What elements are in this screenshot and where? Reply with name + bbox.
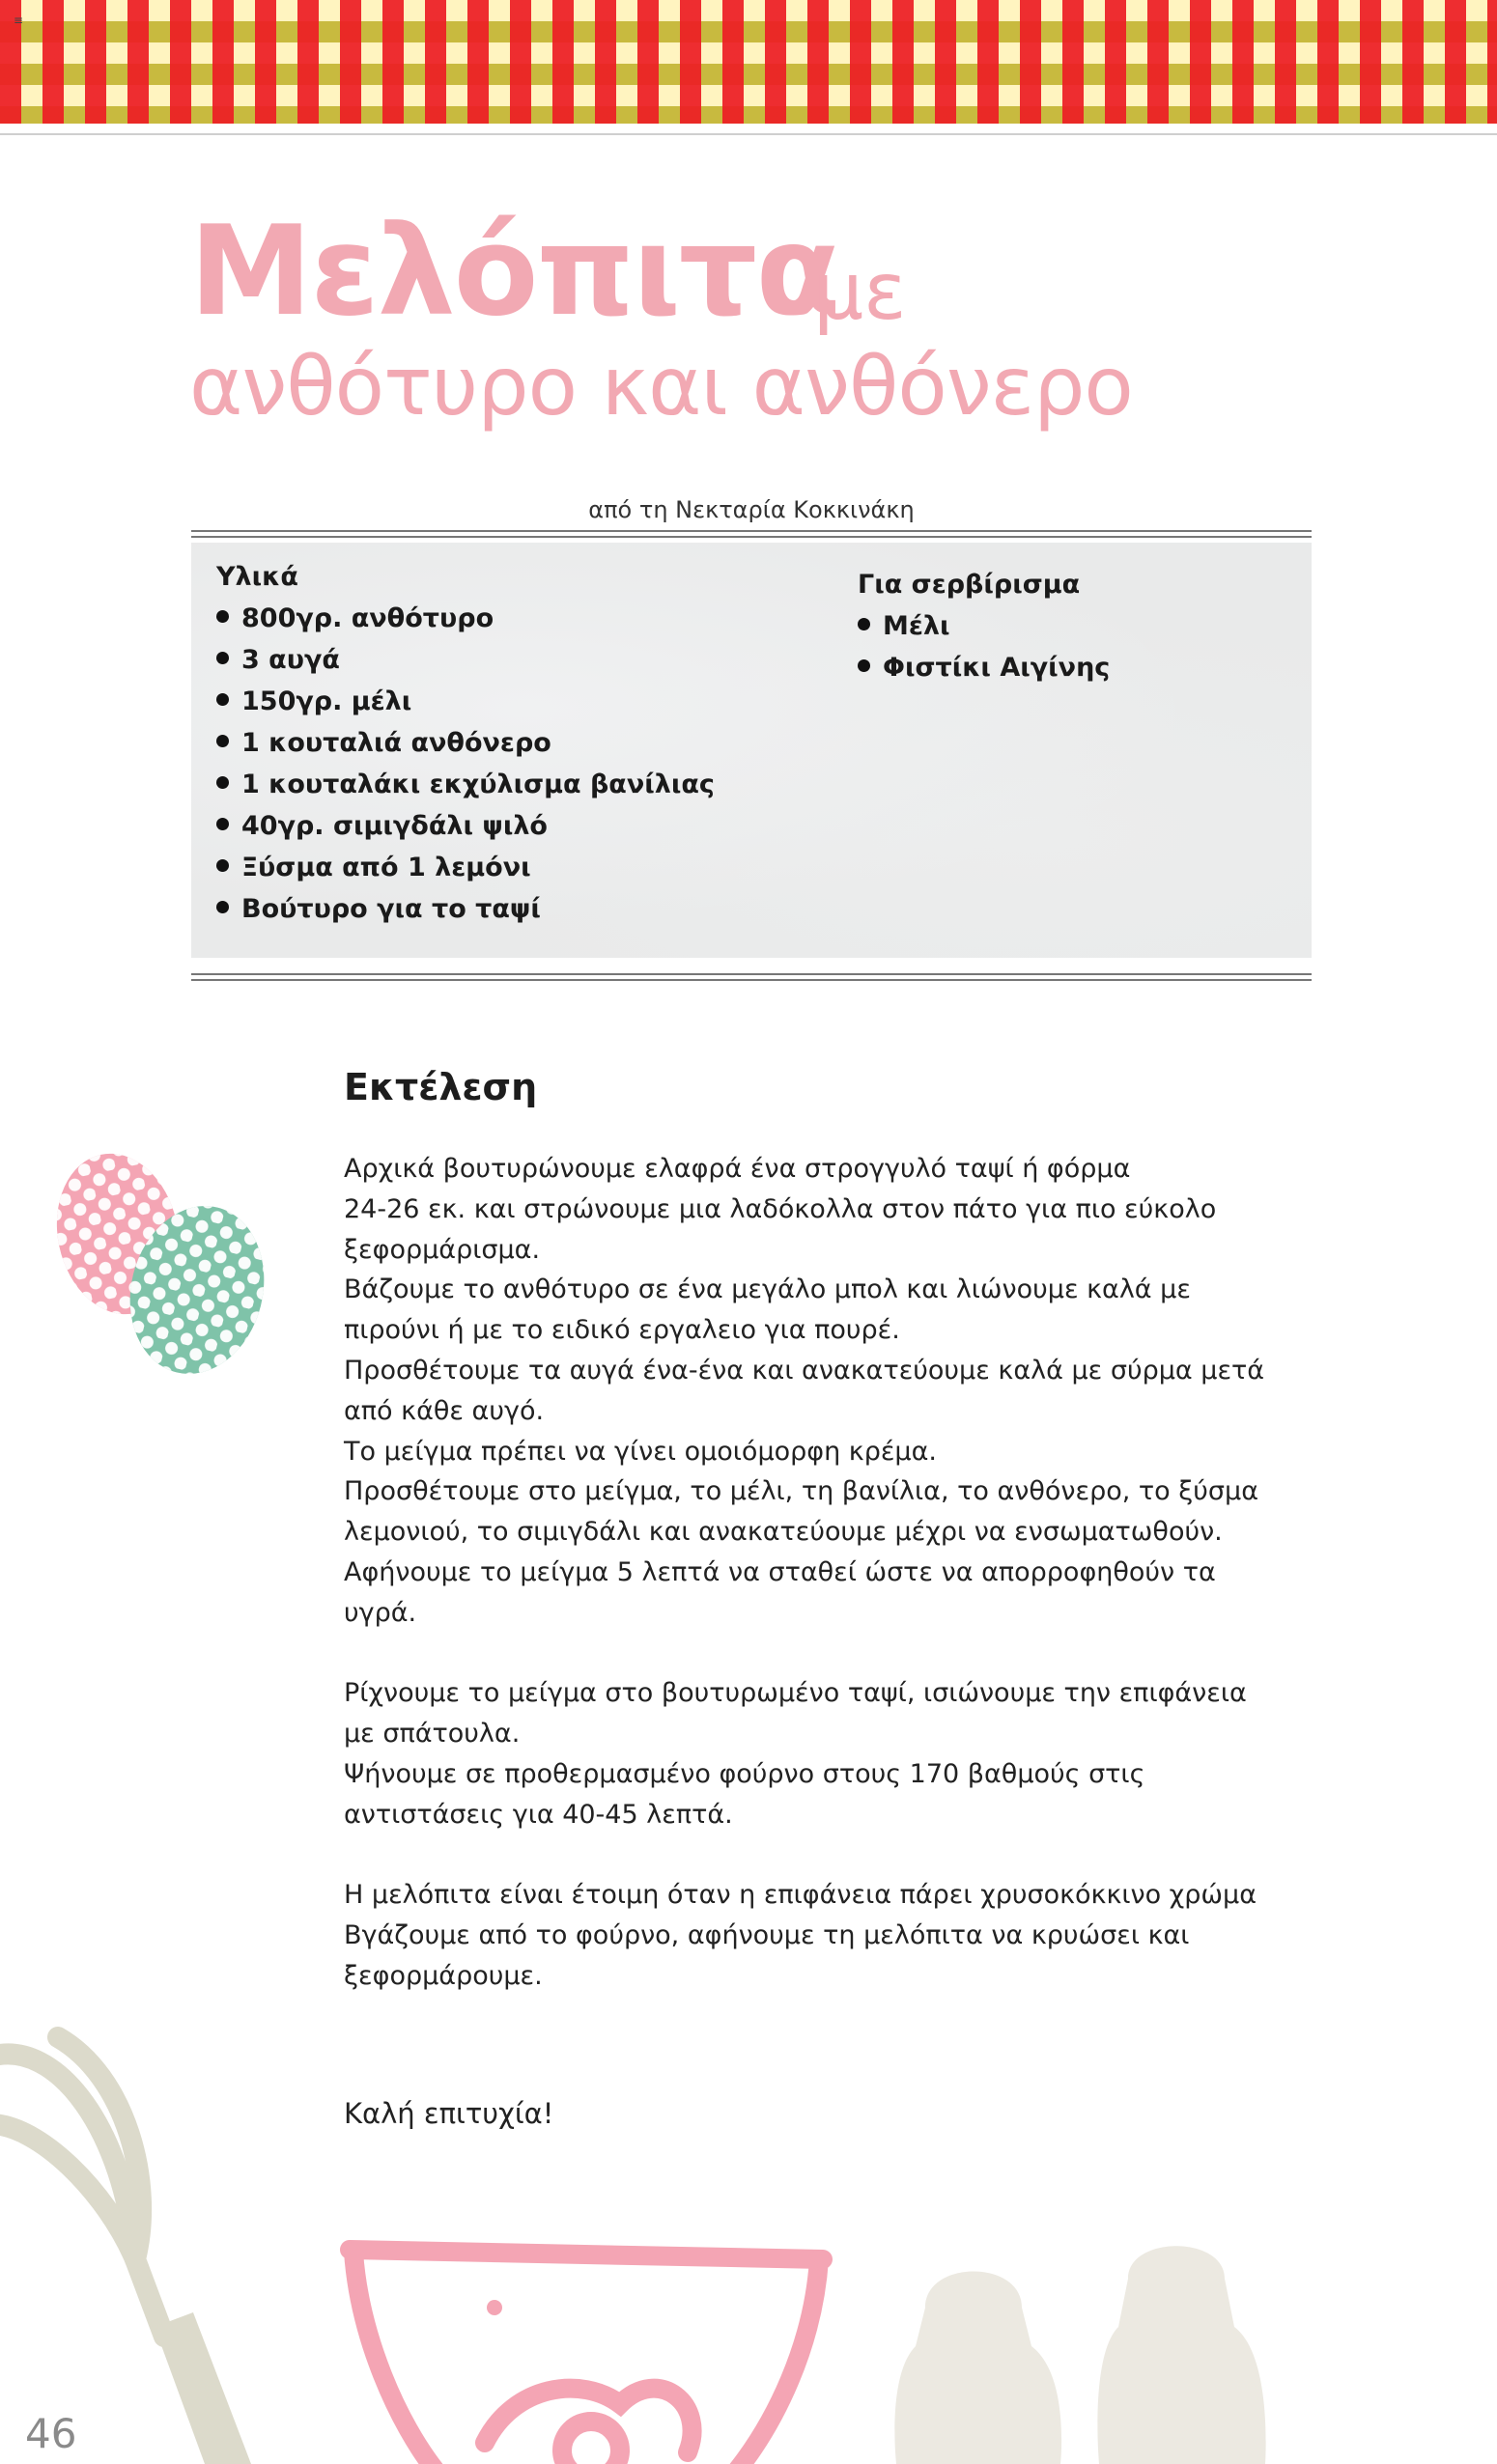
ingredients-heading: Υλικά [216,562,298,592]
ingredient-item: Βούτυρο για το ταψί [216,888,715,930]
whisk-icon [0,2018,319,2464]
corner-mark: ≡ [14,14,24,27]
method-line: Βγάζουμε από το φούρνο, αφήνουμε τη μελόπιτα να κρυώσει και [344,1920,1190,1951]
method-line: ξεφορμάρουμε. [344,1960,543,1991]
serving-list [858,605,1110,688]
method-line: από κάθε αυγό. [344,1395,545,1426]
divider [0,133,1497,135]
divider [191,536,1312,538]
serving-item: Φιστίκι Αιγίνης [858,647,1110,688]
ingredients-list [216,598,715,930]
method-line: ξεφορμάρισμα. [344,1234,541,1265]
serving-heading: Για σερβίρισμα [858,570,1081,600]
method-line: Ψήνουμε σε προθερμασμένο φούρνο στους 170 βαθμούς στις [344,1758,1145,1789]
page-number: 46 [25,2410,77,2457]
method-line: Βάζουμε το ανθότυρο σε ένα μεγάλο μπολ και λιώνουμε καλά με [344,1274,1191,1305]
divider [191,530,1312,532]
method-line: Ρίχνουμε το μείγμα στο βουτυρωμένο ταψί, ισιώνουμε την επιφάνεια [344,1678,1247,1709]
method-line: με σπάτουλα. [344,1719,521,1750]
ingredient-item: 1 κουταλάκι εκχύλισμα βανίλιας [216,764,715,805]
easter-eggs-icon [54,1145,276,1386]
serving-item: Μέλι [858,605,1110,647]
paragraph-gap [344,1835,1310,1876]
serving-section [858,570,1110,688]
method-line: Αρχικά βουτυρώνουμε ελαφρά ένα στρογγυλό ταψί ή φόρμα [344,1154,1131,1184]
ingredients-section [216,562,715,930]
ingredient-item: 150γρ. μέλι [216,681,715,722]
method-line: Η μελόπιτα είναι έτοιμη όταν η επιφάνεια πάρει χρυσοκόκκινο χρώμα [344,1880,1257,1911]
recipe-title-connector: με [813,246,907,338]
method-line: Προσθέτουμε τα αυγά ένα-ένα και ανακατεύουμε καλά με σύρμα μετά [344,1355,1265,1386]
method-line: Προσθέτουμε στο μείγμα, το μέλι, τη βανίλια, το ανθόνερο, το ξύσμα [344,1476,1259,1507]
method-line: λεμονιού, το σιμιγδάλι και ανακατεύουμε μέχρι να ενσωματωθούν. [344,1517,1223,1548]
method-line: Αφήνουμε το μείγμα 5 λεπτά να σταθεί ώστε να απορροφηθούν τα [344,1556,1216,1587]
ingredient-item: 40γρ. σιμιγδάλι ψιλό [216,805,715,847]
ingredient-item: 3 αυγά [216,639,715,681]
recipe-subtitle: ανθότυρο και ανθόνερο [189,339,1133,434]
method-line: 24-26 εκ. και στρώνουμε μια λαδόκολλα στον πάτο για πιο εύκολο [344,1193,1217,1224]
method-line: υγρά. [344,1597,417,1628]
paragraph-gap [344,1634,1310,1674]
divider [191,979,1312,981]
gingham-border [0,0,1497,124]
divider [191,973,1312,975]
ingredient-item: 800γρ. ανθότυρο [216,598,715,639]
mixing-bowl-icon [340,2221,833,2464]
method-line: αντιστάσεις για 40-45 λεπτά. [344,1799,733,1830]
author-credit: από τη Νεκταρία Κοκκινάκη [588,496,915,523]
method-line: Το μείγμα πρέπει να γίνει ομοιόμορφη κρέμα. [344,1436,937,1467]
closing-note: Καλή επιτυχία! [344,2097,554,2130]
method-line: πιρούνι ή με το ειδικό εργαλειο για πουρέ. [344,1315,900,1346]
ingredient-item: Ξύσμα από 1 λεμόνι [216,847,715,888]
salt-pepper-shakers-icon [887,2240,1370,2464]
method-text [344,1149,1310,1997]
recipe-title: Μελόπιτα [189,200,839,344]
ingredient-item: 1 κουταλιά ανθόνερο [216,722,715,764]
method-heading: Εκτέλεση [344,1066,538,1108]
